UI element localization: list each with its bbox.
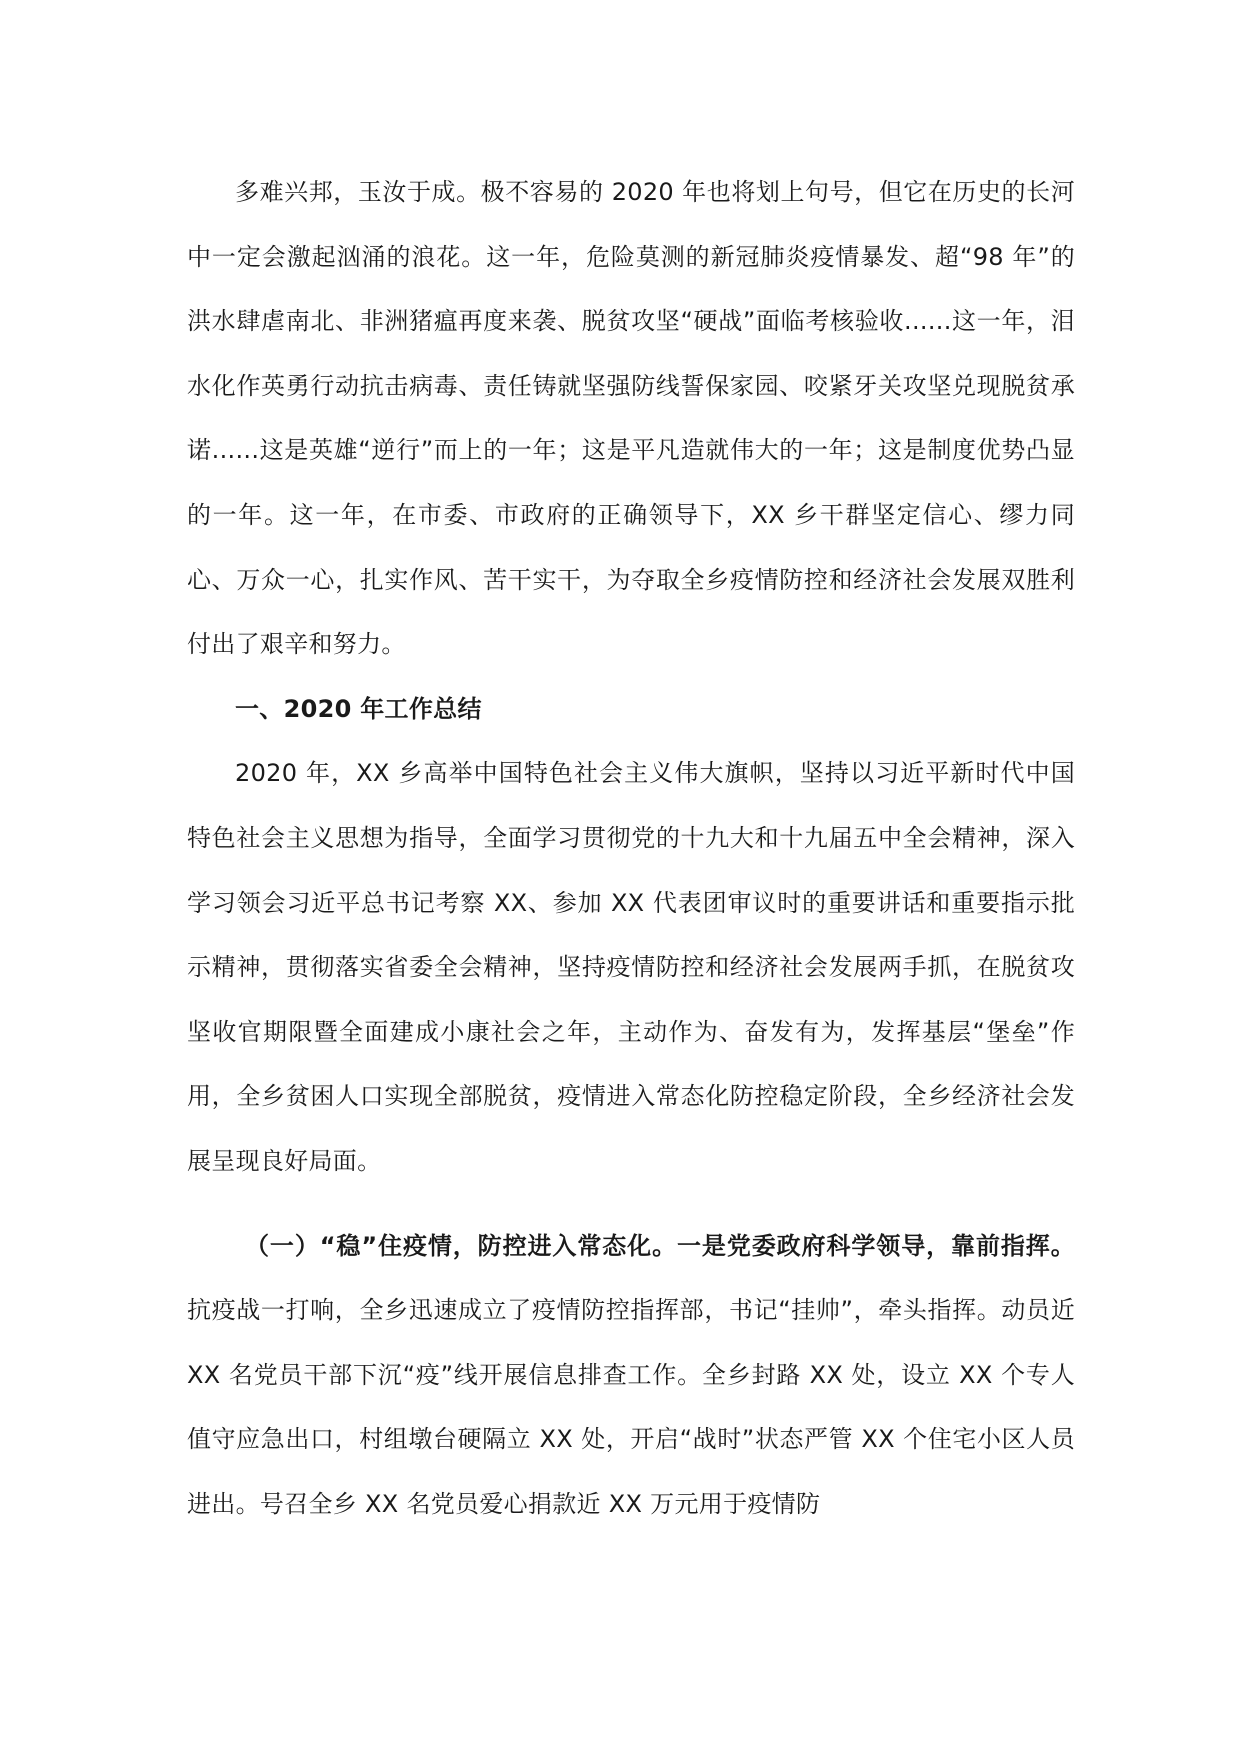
subsection-paragraph	[187, 1214, 1075, 1537]
subsection-lead: （一）“稳”住疫情，防控进入常态化。一是党委政府科学领导，靠前指挥。	[245, 1231, 1075, 1260]
subsection-body: 抗疫战一打响，全乡迅速成立了疫情防控指挥部，书记“挂帅”，牵头指挥。动员近 XX 名党员干部下沉“疫”线开展信息排查工作。全乡封路 XX 处，设立 XX 个专人值守应急出口，村组墩台硬隔立 XX 处，开启“战时”状态严管 XX 个住宅小区人员进出。号召全乡 XX 名党员爱心捐款近 XX 万元用于疫情防	[187, 1296, 1075, 1518]
section-heading: 一、2020 年工作总结	[235, 694, 482, 723]
document-page	[187, 160, 1075, 1536]
summary-paragraph: 2020 年，XX 乡高举中国特色社会主义伟大旗帜，坚持以习近平新时代中国特色社会主义思想为指导，全面学习贯彻党的十九大和十九届五中全会精神，深入学习领会习近平总书记考察 XX、参加 XX 代表团审议时的重要讲话和重要指示批示精神，贯彻落实省委全会精神，坚持疫情防控和经济社会发展两手抓，在脱贫攻坚收官期限暨全面建成小康社会之年，主动作为、奋发有为，发挥基层“堡垒”作用，全乡贫困人口实现全部脱贫，疫情进入常态化防控稳定阶段，全乡经济社会发展呈现良好局面。	[187, 759, 1075, 1175]
intro-paragraph: 多难兴邦，玉汝于成。极不容易的 2020 年也将划上句号，但它在历史的长河中一定会激起汹涌的浪花。这一年，危险莫测的新冠肺炎疫情暴发、超“98 年”的洪水肆虐南北、非洲猪瘟再度来袭、脱贫攻坚“硬战”面临考核验收......这一年，泪水化作英勇行动抗击病毒、责任铸就坚强防线誓保家园、咬紧牙关攻坚兑现脱贫承诺......这是英雄“逆行”而上的一年；这是平凡造就伟大的一年；这是制度优势凸显的一年。这一年，在市委、市政府的正确领导下，XX 乡干群坚定信心、缪力同心、万众一心，扎实作风、苦干实干，为夺取全乡疫情防控和经济社会发展双胜利付出了艰辛和努力。	[187, 178, 1075, 659]
